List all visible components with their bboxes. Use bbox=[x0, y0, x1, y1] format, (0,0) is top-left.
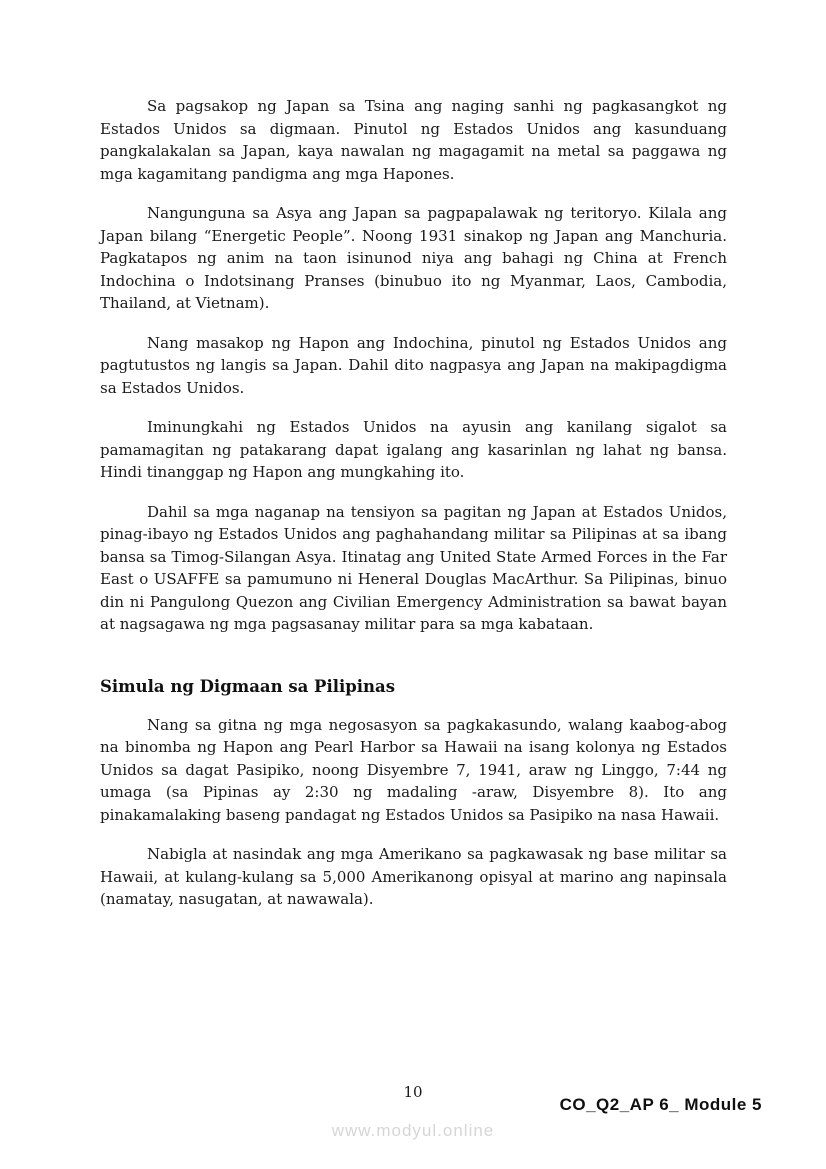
paragraph-japan-expansion: Nangunguna sa Asya ang Japan sa pagpapalawak ng teritoryo. Kilala ang Japan bilang “Energetic People”. Noong 1931 sinakop ng Japan ang Manchuria. Pagkatapos ng anim na taon isinunod niya ang bahagi ng China at French Indochina o Indotsinang Pranses (binubuo ito ng Myanmar, Laos, Cambodia, Thailand, at Vietnam). bbox=[100, 204, 727, 312]
page-body bbox=[100, 95, 727, 928]
paragraph-japan-china-invasion: Sa pagsakop ng Japan sa Tsina ang naging sanhi ng pagkasangkot ng Estados Unidos sa digmaan. Pinutol ng Estados Unidos ang kasunduang pangkalakalan sa Japan, kaya nawalan ng magagamit na metal sa paggawa ng mga kagamitang pandigma ang mga Hapones. bbox=[100, 97, 727, 183]
paragraph-pearl-harbor-attack: Nang sa gitna ng mga negosasyon sa pagkakasundo, walang kaabog-abog na binomba ng Hapon ang Pearl Harbor sa Hawaii na isang kolonya ng Estados Unidos sa dagat Pasipiko, noong Disyembre 7, 1941, araw ng Linggo, 7:44 ng umaga (sa Pipinas ay 2:30 ng madaling -araw, Disyembre 8). Ito ang pinakamalaking baseng pandagat ng Estados Unidos sa Pasipiko na nasa Hawaii. bbox=[100, 715, 727, 824]
watermark-text: www.modyul.online bbox=[331, 1121, 495, 1140]
module-code-label: CO_Q2_AP 6_ Module 5 bbox=[559, 1095, 762, 1114]
page-number: 10 bbox=[403, 1083, 423, 1101]
section-heading: Simula ng Digmaan sa Pilipinas bbox=[100, 676, 396, 696]
paragraph-indochina-oil-embargo: Nang masakop ng Hapon ang Indochina, pinutol ng Estados Unidos ang pagtutustos ng langis sa Japan. Dahil dito nagpasya ang Japan na makipagdigma sa Estados Unidos. bbox=[100, 333, 727, 397]
paragraph-usaffe-preparation: Dahil sa mga naganap na tensiyon sa pagitan ng Japan at Estados Unidos, pinag-ibayo ng Estados Unidos ang paghahandang militar sa Pilipinas at sa ibang bansa sa Timog-Silangan Asya. Itinatag ang United State Armed Forces in the Far East o USAFFE sa pamumuno ni Heneral Douglas MacArthur. Sa Pilipinas, binuo din ni Pangulong Quezon ang Civilian Emergency Administration sa bawat bayan at nagsagawa ng mga pagsasanay militar para sa mga kabataan. bbox=[100, 502, 727, 633]
paragraph-us-proposal: Iminungkahi ng Estados Unidos na ayusin ang kanilang sigalot sa pamamagitan ng patakarang dapat igalang ang kasarinlan ng lahat ng bansa. Hindi tinanggap ng Hapon ang mungkahing ito. bbox=[100, 418, 727, 481]
paragraph-american-casualties: Nabigla at nasindak ang mga Amerikano sa pagkawasak ng base militar sa Hawaii, at kulang-kulang sa 5,000 Amerikanong opisyal at marino ang napinsala (namatay, nasugatan, at nawawala). bbox=[100, 845, 727, 908]
